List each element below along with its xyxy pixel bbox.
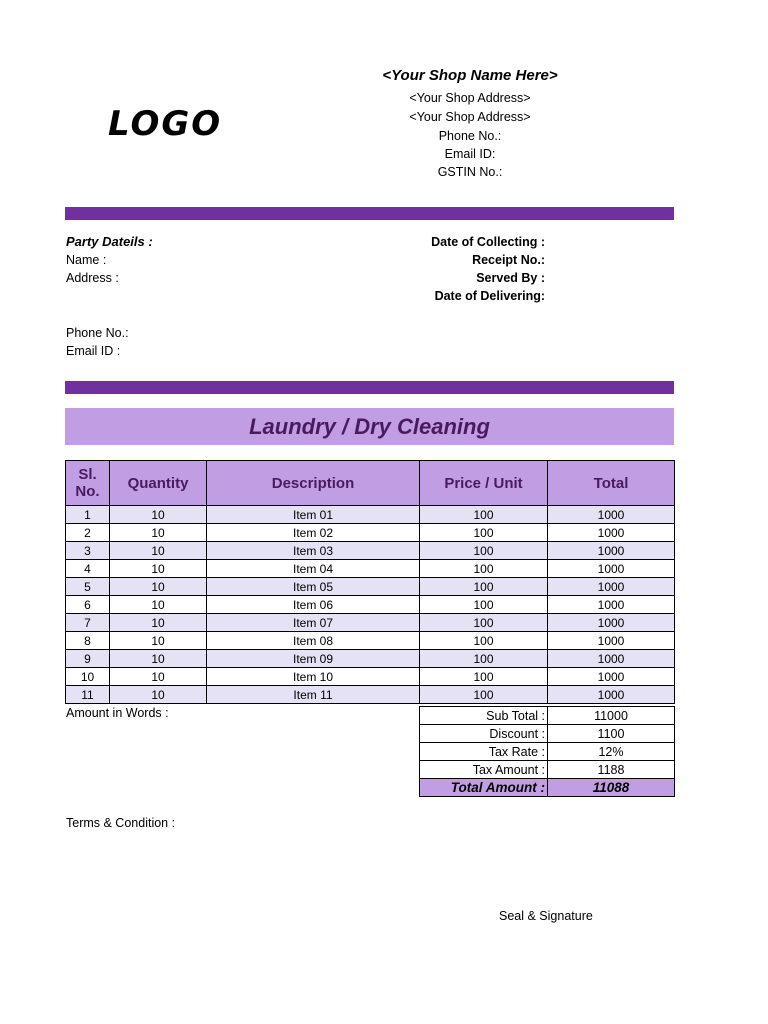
cell-price-unit: 100: [420, 632, 548, 650]
cell-description: Item 09: [207, 650, 420, 668]
table-row: [66, 632, 675, 650]
header-quantity: Quantity: [110, 461, 207, 506]
items-table: [65, 460, 675, 704]
sub-total-row: [420, 707, 675, 725]
party-address: Address :: [66, 271, 119, 285]
terms-and-conditions: Terms & Condition :: [66, 816, 176, 830]
cell-description: Item 08: [207, 632, 420, 650]
table-row: [66, 524, 675, 542]
cell-sl-no: 10: [66, 668, 110, 686]
cell-sl-no: 7: [66, 614, 110, 632]
sub-total-label: Sub Total :: [420, 707, 548, 725]
table-row: [66, 668, 675, 686]
cell-quantity: 10: [110, 560, 207, 578]
receipt-no: Receipt No.:: [472, 253, 545, 267]
cell-sl-no: 3: [66, 542, 110, 560]
cell-total: 1000: [548, 524, 675, 542]
cell-total: 1000: [548, 632, 675, 650]
cell-sl-no: 9: [66, 650, 110, 668]
total-amount-value: 11088: [548, 779, 675, 797]
discount-row: [420, 725, 675, 743]
cell-total: 1000: [548, 506, 675, 524]
cell-sl-no: 11: [66, 686, 110, 704]
cell-price-unit: 100: [420, 524, 548, 542]
cell-sl-no: 4: [66, 560, 110, 578]
shop-name: <Your Shop Name Here>: [382, 67, 558, 84]
table-row: [66, 686, 675, 704]
cell-price-unit: 100: [420, 668, 548, 686]
cell-quantity: 10: [110, 668, 207, 686]
party-details-title: Party Dateils :: [66, 234, 153, 249]
cell-description: Item 02: [207, 524, 420, 542]
cell-total: 1000: [548, 614, 675, 632]
page-title: Laundry / Dry Cleaning: [249, 413, 490, 439]
cell-quantity: 10: [110, 650, 207, 668]
seal-and-signature: Seal & Signature: [499, 909, 593, 923]
cell-price-unit: 100: [420, 506, 548, 524]
party-email: Email ID :: [66, 344, 121, 358]
table-row: [66, 614, 675, 632]
shop-gstin: GSTIN No.:: [437, 165, 503, 179]
cell-sl-no: 2: [66, 524, 110, 542]
header-sl-no: Sl. No.: [66, 461, 110, 506]
table-row: [66, 650, 675, 668]
cell-description: Item 03: [207, 542, 420, 560]
table-header-row: [66, 461, 675, 506]
cell-description: Item 11: [207, 686, 420, 704]
cell-sl-no: 6: [66, 596, 110, 614]
served-by: Served By :: [476, 271, 545, 285]
shop-address-2: <Your Shop Address>: [409, 110, 531, 124]
total-amount-label: Total Amount :: [420, 779, 548, 797]
shop-phone: Phone No.:: [438, 129, 502, 143]
cell-quantity: 10: [110, 578, 207, 596]
cell-price-unit: 100: [420, 560, 548, 578]
cell-description: Item 04: [207, 560, 420, 578]
cell-price-unit: 100: [420, 686, 548, 704]
tax-rate-row: [420, 743, 675, 761]
table-row: [66, 596, 675, 614]
total-amount-row: [420, 779, 675, 797]
cell-total: 1000: [548, 686, 675, 704]
party-phone: Phone No.:: [66, 326, 129, 340]
discount-value: 1100: [548, 725, 675, 743]
cell-sl-no: 5: [66, 578, 110, 596]
cell-quantity: 10: [110, 614, 207, 632]
header-total: Total: [548, 461, 675, 506]
cell-quantity: 10: [110, 686, 207, 704]
cell-description: Item 07: [207, 614, 420, 632]
date-of-delivering: Date of Delivering:: [434, 289, 545, 303]
cell-price-unit: 100: [420, 578, 548, 596]
tax-amount-row: [420, 761, 675, 779]
tax-rate-label: Tax Rate :: [420, 743, 548, 761]
tax-amount-label: Tax Amount :: [420, 761, 548, 779]
divider-bar-middle: [65, 381, 674, 394]
shop-address-1: <Your Shop Address>: [409, 91, 531, 105]
table-row: [66, 578, 675, 596]
header-price-unit: Price / Unit: [420, 461, 548, 506]
date-of-collecting: Date of Collecting :: [431, 235, 545, 249]
cell-total: 1000: [548, 668, 675, 686]
party-name: Name :: [66, 253, 107, 267]
cell-quantity: 10: [110, 524, 207, 542]
totals-table: [419, 706, 675, 797]
cell-price-unit: 100: [420, 596, 548, 614]
cell-quantity: 10: [110, 506, 207, 524]
amount-in-words: Amount in Words :: [66, 706, 169, 720]
tax-amount-value: 1188: [548, 761, 675, 779]
cell-description: Item 01: [207, 506, 420, 524]
cell-description: Item 06: [207, 596, 420, 614]
cell-quantity: 10: [110, 596, 207, 614]
cell-description: Item 05: [207, 578, 420, 596]
cell-total: 1000: [548, 650, 675, 668]
divider-bar-top: [65, 207, 674, 220]
cell-quantity: 10: [110, 632, 207, 650]
cell-total: 1000: [548, 560, 675, 578]
cell-total: 1000: [548, 578, 675, 596]
cell-description: Item 10: [207, 668, 420, 686]
title-band: [65, 408, 674, 445]
cell-total: 1000: [548, 596, 675, 614]
table-row: [66, 542, 675, 560]
cell-price-unit: 100: [420, 542, 548, 560]
sub-total-value: 11000: [548, 707, 675, 725]
cell-sl-no: 1: [66, 506, 110, 524]
cell-price-unit: 100: [420, 614, 548, 632]
cell-sl-no: 8: [66, 632, 110, 650]
shop-email: Email ID:: [444, 147, 496, 161]
logo: LOGO: [108, 104, 223, 144]
cell-price-unit: 100: [420, 650, 548, 668]
table-row: [66, 560, 675, 578]
cell-quantity: 10: [110, 542, 207, 560]
header-description: Description: [207, 461, 420, 506]
discount-label: Discount :: [420, 725, 548, 743]
table-row: [66, 506, 675, 524]
cell-total: 1000: [548, 542, 675, 560]
tax-rate-value: 12%: [548, 743, 675, 761]
